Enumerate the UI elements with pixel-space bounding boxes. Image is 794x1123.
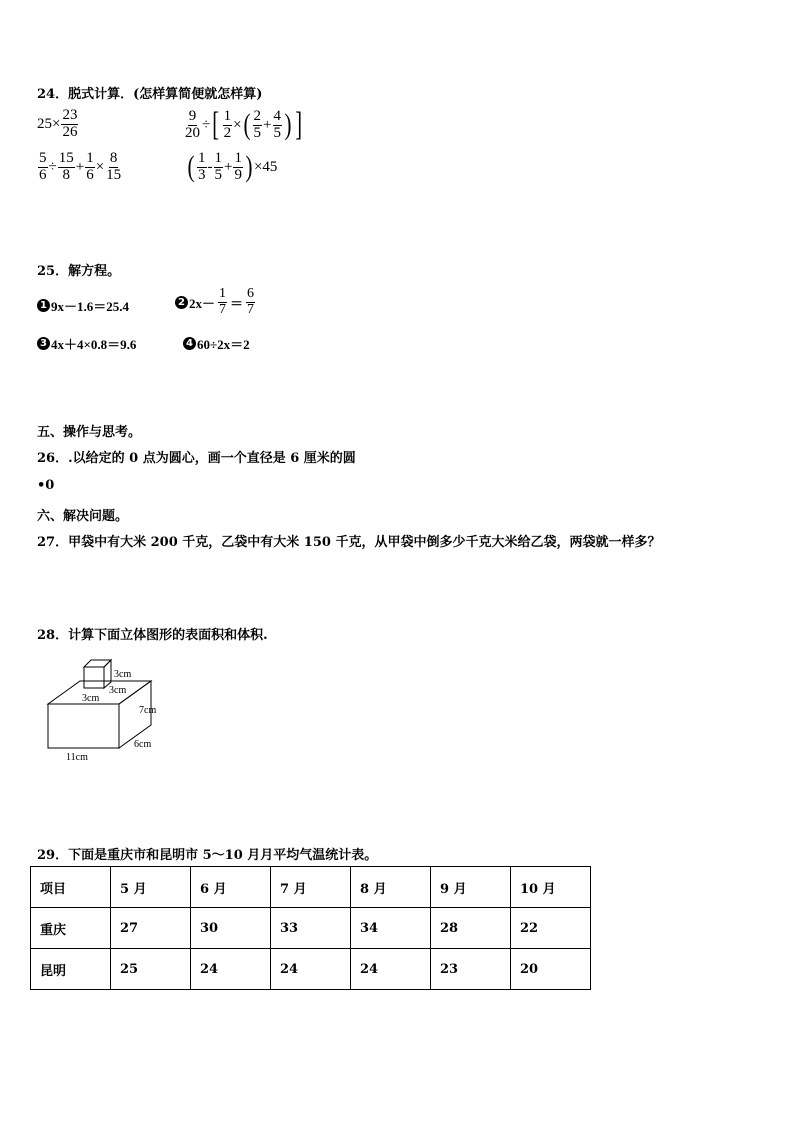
table-cell: 10 月 xyxy=(511,867,591,908)
numerator: 15 xyxy=(58,150,74,166)
fraction xyxy=(223,109,233,142)
circled-number: 2 xyxy=(175,296,188,309)
fraction xyxy=(233,151,243,184)
numerator: 1 xyxy=(214,150,222,166)
table-cell: 9 月 xyxy=(431,867,511,908)
numerator: 1 xyxy=(219,286,227,301)
table-row xyxy=(31,867,591,908)
numerator: 5 xyxy=(39,150,47,166)
label-cube-height: 3cm xyxy=(114,669,132,680)
q28-title: 28．计算下面立体图形的表面积和体积. xyxy=(37,628,268,643)
denominator: 26 xyxy=(62,123,78,140)
denominator: 7 xyxy=(219,301,227,317)
denominator: 2 xyxy=(223,124,232,141)
numerator: 8 xyxy=(109,150,118,166)
section-5-heading: 五、操作与思考。 xyxy=(37,425,142,440)
table-cell: 33 xyxy=(271,908,351,949)
denominator: 20 xyxy=(185,124,200,141)
numerator: 1 xyxy=(198,150,206,166)
fraction xyxy=(218,287,227,317)
label-box-width: 11cm xyxy=(66,752,88,763)
fraction xyxy=(38,151,48,184)
fraction xyxy=(273,109,283,142)
table-row xyxy=(31,949,591,990)
operand: 25 xyxy=(37,115,52,132)
equation-text: 9x－1.6＝25.4 xyxy=(51,299,130,314)
q29-title: 29．下面是重庆市和昆明市 5～10 月月平均气温统计表。 xyxy=(37,848,378,863)
q25-equation-4 xyxy=(183,334,250,353)
denominator: 8 xyxy=(62,166,70,183)
table-cell: 昆明 xyxy=(31,949,111,990)
q28-solid-figure xyxy=(40,655,180,765)
right-paren: ) xyxy=(245,150,253,184)
right-bracket: ] xyxy=(295,106,303,143)
operator: + xyxy=(263,116,272,133)
denominator: 6 xyxy=(86,166,94,183)
q25-title: 25．解方程。 xyxy=(37,264,121,279)
operator: ÷ xyxy=(48,158,57,175)
table-cell: 25 xyxy=(111,949,191,990)
table-cell: 24 xyxy=(351,949,431,990)
table-cell: 7 月 xyxy=(271,867,351,908)
numerator: 1 xyxy=(223,107,232,124)
operand: ×45 xyxy=(253,158,278,175)
left-bracket: [ xyxy=(212,106,220,143)
denominator: 3 xyxy=(198,166,206,183)
fraction xyxy=(184,109,201,142)
fraction xyxy=(61,108,78,141)
denominator: 6 xyxy=(39,166,47,183)
numerator: 1 xyxy=(86,150,94,166)
circled-number: 3 xyxy=(37,337,50,350)
table-cell: 34 xyxy=(351,908,431,949)
q24-expr-1 xyxy=(37,108,79,141)
fraction xyxy=(85,151,95,184)
equation-text: ＝ xyxy=(230,295,244,311)
section-6-heading: 六、解决问题。 xyxy=(37,509,129,524)
equation-text: 60÷2x＝2 xyxy=(197,337,250,352)
table-cell: 6 月 xyxy=(191,867,271,908)
q24-expr-4 xyxy=(186,151,277,184)
q25-equation-2 xyxy=(175,287,258,317)
denominator: 7 xyxy=(247,301,255,317)
operator: - xyxy=(207,158,213,175)
operator: × xyxy=(233,116,242,133)
q25-equation-1 xyxy=(37,296,129,315)
numerator: 4 xyxy=(273,107,281,124)
denominator: 9 xyxy=(234,166,242,183)
numerator: 2 xyxy=(253,107,262,124)
operator: + xyxy=(224,158,233,175)
numerator: 6 xyxy=(247,286,255,301)
circled-number: 4 xyxy=(183,337,196,350)
operator: × xyxy=(95,158,105,175)
left-paren: ( xyxy=(243,108,251,141)
denominator: 5 xyxy=(273,124,281,141)
table-cell: 项目 xyxy=(31,867,111,908)
table-cell: 23 xyxy=(431,949,511,990)
table-cell: 5 月 xyxy=(111,867,191,908)
table-cell: 20 xyxy=(511,949,591,990)
q24-title: 24．脱式计算．(怎样算简便就怎样算) xyxy=(37,87,263,102)
right-paren: ) xyxy=(284,108,292,141)
q26-title: 26．.以给定的 0 点为圆心，画一个直径是 6 厘米的圆 xyxy=(37,451,356,466)
table-cell: 22 xyxy=(511,908,591,949)
operator: + xyxy=(75,158,85,175)
operator: ÷ xyxy=(202,116,211,133)
equation-text: 2x－ xyxy=(189,295,216,311)
numerator: 1 xyxy=(234,150,242,166)
table-cell: 24 xyxy=(271,949,351,990)
q24-expr-2 xyxy=(183,108,304,142)
fraction xyxy=(214,151,224,184)
q25-equation-3 xyxy=(37,334,136,353)
table-cell: 27 xyxy=(111,908,191,949)
table-cell: 重庆 xyxy=(31,908,111,949)
fraction xyxy=(197,151,207,184)
cube-side-face xyxy=(104,660,111,688)
circled-number: 1 xyxy=(37,299,50,312)
fraction xyxy=(253,109,263,142)
fraction xyxy=(58,151,75,184)
table-cell: 24 xyxy=(191,949,271,990)
box-front-face xyxy=(48,704,119,748)
fraction xyxy=(246,287,255,317)
table-cell: 30 xyxy=(191,908,271,949)
numerator: 9 xyxy=(188,107,197,124)
left-paren: ( xyxy=(187,150,195,184)
temperature-table xyxy=(30,866,591,990)
denominator: 5 xyxy=(214,166,222,183)
operator: × xyxy=(52,115,61,132)
q27-text: 27．甲袋中有大米 200 千克，乙袋中有大米 150 千克，从甲袋中倒多少千克大米给乙袋，两袋就一样多？ xyxy=(37,535,661,550)
label-box-height: 7cm xyxy=(139,705,157,716)
table-cell: 8 月 xyxy=(351,867,431,908)
numerator: 23 xyxy=(62,107,78,123)
denominator: 15 xyxy=(106,166,122,183)
q24-expr-3 xyxy=(37,151,123,184)
table-cell: 28 xyxy=(431,908,511,949)
fraction xyxy=(105,151,122,184)
label-cube-width: 3cm xyxy=(82,693,100,704)
equation-text: 4x＋4×0.8＝9.6 xyxy=(51,337,137,352)
denominator: 5 xyxy=(253,124,262,141)
q26-center-point: •0 xyxy=(37,478,55,493)
label-box-depth: 6cm xyxy=(134,739,152,750)
cube-front-face xyxy=(84,667,104,688)
table-row xyxy=(31,908,591,949)
label-cube-depth: 3cm xyxy=(109,685,127,696)
